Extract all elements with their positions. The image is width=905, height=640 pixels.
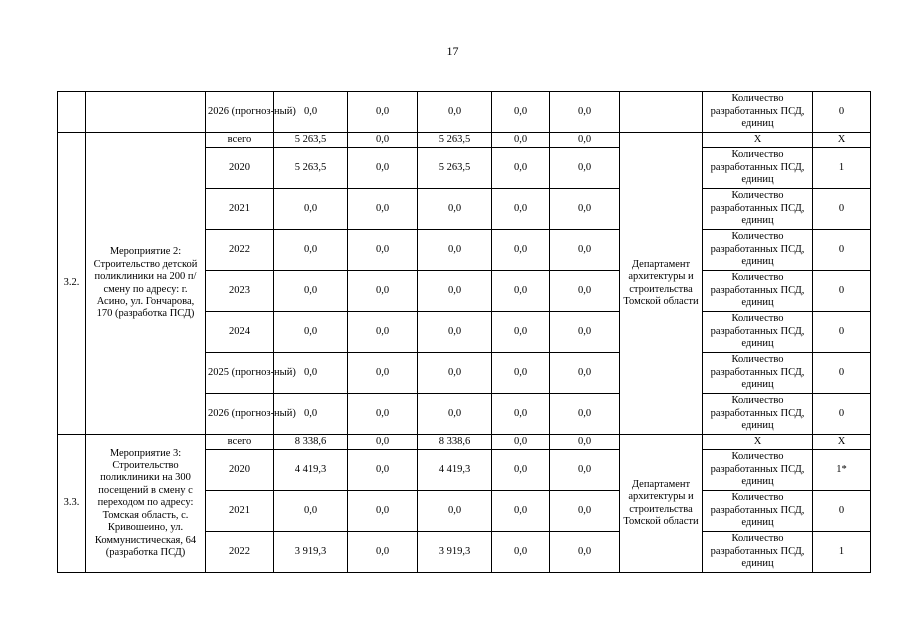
- value-cell: 0,0: [492, 230, 550, 271]
- row-number-cell: 3.3.: [58, 435, 86, 573]
- activity-name-cell: Мероприятие 3: Строительство поликлиники на 300 посещений в смену с переходом по адресу: Томская область, с. Кривошеино, ул. Коммунистическая, 64 (разработка ПСД): [86, 435, 206, 573]
- year-cell: 2020: [206, 148, 274, 189]
- value-cell: 0,0: [348, 450, 418, 491]
- value-cell: 3 919,3: [274, 532, 348, 573]
- value-cell: 0,0: [492, 133, 550, 148]
- target-value-cell: 0: [813, 230, 871, 271]
- page-number: 17: [446, 44, 459, 58]
- activity-name-cell: Мероприятие 2: Строительство детской поликлиники на 200 п/смену по адресу: г. Асино, ул. Гончарова, 170 (разработка ПСД): [86, 133, 206, 435]
- value-cell: 0,0: [348, 394, 418, 435]
- value-cell: 5 263,5: [274, 148, 348, 189]
- value-cell: 0,0: [348, 230, 418, 271]
- year-cell: 2022: [206, 532, 274, 573]
- value-cell: 0,0: [274, 92, 348, 133]
- value-cell: 0,0: [418, 92, 492, 133]
- target-value-cell: 0: [813, 353, 871, 394]
- value-cell: 0,0: [550, 394, 620, 435]
- table-row: [58, 92, 871, 133]
- value-cell: 0,0: [418, 271, 492, 312]
- value-cell: 0,0: [550, 450, 620, 491]
- value-cell: 0,0: [274, 491, 348, 532]
- year-cell: 2026 (прогноз-ный): [206, 92, 274, 133]
- value-cell: 0,0: [550, 353, 620, 394]
- year-cell: 2023: [206, 271, 274, 312]
- value-cell: 0,0: [550, 491, 620, 532]
- value-cell: 0,0: [274, 189, 348, 230]
- year-cell: 2022: [206, 230, 274, 271]
- value-cell: 0,0: [348, 491, 418, 532]
- value-cell: 0,0: [418, 189, 492, 230]
- target-value-cell: 0: [813, 312, 871, 353]
- target-value-cell: 0: [813, 92, 871, 133]
- value-cell: 0,0: [418, 394, 492, 435]
- target-value-cell: 1*: [813, 450, 871, 491]
- value-cell: 5 263,5: [418, 148, 492, 189]
- indicator-cell: Количество разработанных ПСД, единиц: [703, 189, 813, 230]
- value-cell: 5 263,5: [274, 133, 348, 148]
- value-cell: 0,0: [274, 230, 348, 271]
- indicator-cell: Количество разработанных ПСД, единиц: [703, 92, 813, 133]
- indicator-cell: Количество разработанных ПСД, единиц: [703, 450, 813, 491]
- indicator-cell: Количество разработанных ПСД, единиц: [703, 271, 813, 312]
- value-cell: 0,0: [492, 271, 550, 312]
- value-cell: 0,0: [274, 271, 348, 312]
- value-cell: 0,0: [492, 353, 550, 394]
- indicator-cell: Количество разработанных ПСД, единиц: [703, 230, 813, 271]
- program-activities-table: [57, 91, 871, 573]
- year-cell: всего: [206, 435, 274, 450]
- value-cell: 8 338,6: [418, 435, 492, 450]
- value-cell: 0,0: [274, 353, 348, 394]
- value-cell: 0,0: [348, 271, 418, 312]
- indicator-cell: Количество разработанных ПСД, единиц: [703, 394, 813, 435]
- target-value-cell: 0: [813, 394, 871, 435]
- value-cell: 0,0: [492, 394, 550, 435]
- value-cell: 0,0: [418, 230, 492, 271]
- year-cell: 2026 (прогноз-ный): [206, 394, 274, 435]
- table-row: [58, 435, 871, 450]
- value-cell: 0,0: [492, 435, 550, 450]
- value-cell: 5 263,5: [418, 133, 492, 148]
- value-cell: 0,0: [492, 189, 550, 230]
- indicator-cell: Количество разработанных ПСД, единиц: [703, 312, 813, 353]
- target-value-cell: 0: [813, 491, 871, 532]
- year-cell: всего: [206, 133, 274, 148]
- row-number-cell: 3.2.: [58, 133, 86, 435]
- value-cell: 0,0: [418, 353, 492, 394]
- value-cell: 0,0: [550, 435, 620, 450]
- value-cell: 0,0: [348, 148, 418, 189]
- year-cell: 2024: [206, 312, 274, 353]
- value-cell: 0,0: [418, 312, 492, 353]
- value-cell: 0,0: [418, 491, 492, 532]
- value-cell: 0,0: [274, 312, 348, 353]
- value-cell: 0,0: [550, 271, 620, 312]
- indicator-cell: Количество разработанных ПСД, единиц: [703, 353, 813, 394]
- indicator-cell: X: [703, 435, 813, 450]
- value-cell: 0,0: [550, 532, 620, 573]
- table-row: [58, 133, 871, 148]
- target-value-cell: 0: [813, 271, 871, 312]
- target-value-cell: X: [813, 133, 871, 148]
- value-cell: 0,0: [550, 189, 620, 230]
- value-cell: 0,0: [550, 312, 620, 353]
- year-cell: 2020: [206, 450, 274, 491]
- target-value-cell: 1: [813, 532, 871, 573]
- department-cell: [620, 92, 703, 133]
- value-cell: 0,0: [492, 92, 550, 133]
- row-number-cell: [58, 92, 86, 133]
- year-cell: 2021: [206, 189, 274, 230]
- department-cell: Департамент архитектуры и строительства Томской области: [620, 133, 703, 435]
- value-cell: 0,0: [492, 491, 550, 532]
- value-cell: 0,0: [492, 148, 550, 189]
- value-cell: 0,0: [550, 148, 620, 189]
- value-cell: 0,0: [550, 92, 620, 133]
- value-cell: 0,0: [348, 312, 418, 353]
- indicator-cell: Количество разработанных ПСД, единиц: [703, 491, 813, 532]
- value-cell: 0,0: [348, 133, 418, 148]
- value-cell: 0,0: [492, 450, 550, 491]
- value-cell: 8 338,6: [274, 435, 348, 450]
- target-value-cell: X: [813, 435, 871, 450]
- year-cell: 2025 (прогноз-ный): [206, 353, 274, 394]
- value-cell: 4 419,3: [418, 450, 492, 491]
- value-cell: 0,0: [348, 532, 418, 573]
- value-cell: 0,0: [550, 230, 620, 271]
- value-cell: 0,0: [550, 133, 620, 148]
- value-cell: 3 919,3: [418, 532, 492, 573]
- target-value-cell: 0: [813, 189, 871, 230]
- activity-name-cell: [86, 92, 206, 133]
- indicator-cell: Количество разработанных ПСД, единиц: [703, 148, 813, 189]
- value-cell: 0,0: [492, 312, 550, 353]
- value-cell: 0,0: [348, 435, 418, 450]
- value-cell: 0,0: [348, 353, 418, 394]
- target-value-cell: 1: [813, 148, 871, 189]
- value-cell: 0,0: [274, 394, 348, 435]
- value-cell: 0,0: [492, 532, 550, 573]
- indicator-cell: X: [703, 133, 813, 148]
- year-cell: 2021: [206, 491, 274, 532]
- value-cell: 4 419,3: [274, 450, 348, 491]
- indicator-cell: Количество разработанных ПСД, единиц: [703, 532, 813, 573]
- department-cell: Департамент архитектуры и строительства Томской области: [620, 435, 703, 573]
- value-cell: 0,0: [348, 92, 418, 133]
- value-cell: 0,0: [348, 189, 418, 230]
